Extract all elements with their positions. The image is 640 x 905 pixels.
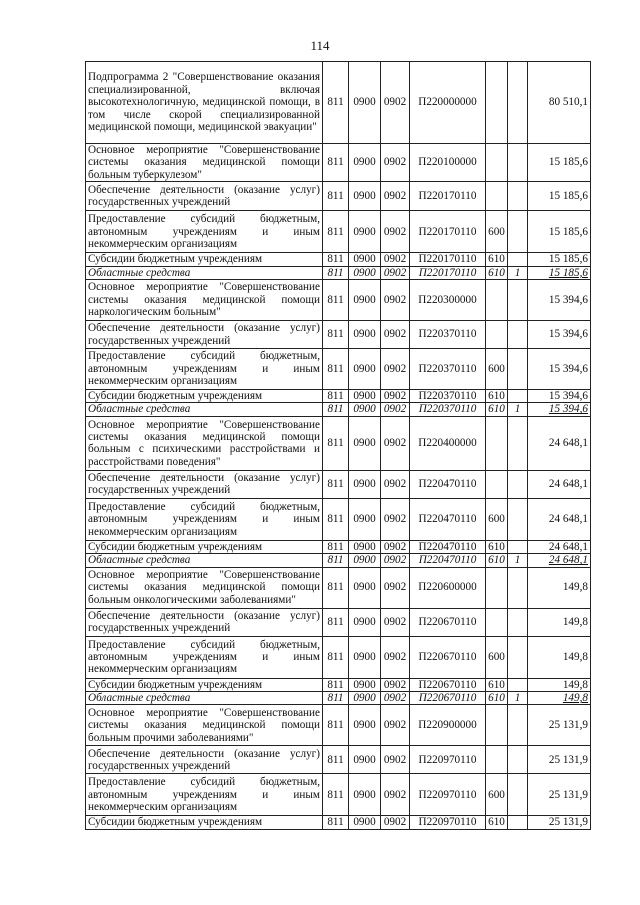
section-code-cell: 0900 — [349, 498, 381, 540]
grbs-code-cell: 811 — [323, 678, 349, 691]
grbs-code-cell: 811 — [323, 266, 349, 279]
amount-cell: 15 394,6 — [528, 349, 591, 390]
table-row — [86, 211, 591, 253]
grbs-code-cell: 811 — [323, 705, 349, 746]
grbs-code-cell: 811 — [323, 692, 349, 705]
section-code-cell: 0900 — [349, 182, 381, 211]
expense-type-cell — [486, 470, 508, 498]
table-row — [86, 540, 591, 553]
funding-source-cell — [508, 498, 528, 540]
expense-type-cell: 610 — [486, 554, 508, 567]
section-code-cell: 0900 — [349, 211, 381, 253]
amount-cell: 15 185,6 — [528, 182, 591, 211]
row-name-cell: Областные средства — [86, 403, 323, 416]
subsection-code-cell: 0902 — [381, 144, 410, 182]
table-row — [86, 567, 591, 608]
table-row — [86, 321, 591, 349]
funding-source-cell: 1 — [508, 266, 528, 279]
grbs-code-cell: 811 — [323, 540, 349, 553]
section-code-cell: 0900 — [349, 816, 381, 829]
row-name-cell: Областные средства — [86, 554, 323, 567]
amount-cell: 149,8 — [528, 608, 591, 636]
section-code-cell: 0900 — [349, 540, 381, 553]
section-code-cell: 0900 — [349, 692, 381, 705]
subsection-code-cell: 0902 — [381, 403, 410, 416]
subsection-code-cell: 0902 — [381, 746, 410, 774]
grbs-code-cell: 811 — [323, 470, 349, 498]
section-code-cell: 0900 — [349, 62, 381, 144]
grbs-code-cell: 811 — [323, 636, 349, 678]
funding-source-cell — [508, 816, 528, 829]
target-article-cell: П220970110 — [410, 816, 486, 829]
target-article-cell: П220370110 — [410, 390, 486, 403]
row-name-cell: Основное мероприятие "Совершенствование системы оказания медицинской помощи больным онкологическими заболеваниями" — [86, 567, 323, 608]
grbs-code-cell: 811 — [323, 498, 349, 540]
target-article-cell: П220470110 — [410, 540, 486, 553]
section-code-cell: 0900 — [349, 470, 381, 498]
funding-source-cell — [508, 144, 528, 182]
subsection-code-cell: 0902 — [381, 416, 410, 470]
funding-source-cell — [508, 540, 528, 553]
grbs-code-cell: 811 — [323, 62, 349, 144]
amount-cell: 15 185,6 — [528, 144, 591, 182]
target-article-cell: П220970110 — [410, 746, 486, 774]
grbs-code-cell: 811 — [323, 416, 349, 470]
expense-type-cell: 600 — [486, 636, 508, 678]
funding-source-cell — [508, 678, 528, 691]
target-article-cell: П220370110 — [410, 321, 486, 349]
expense-type-cell — [486, 62, 508, 144]
row-name-cell: Обеспечение деятельности (оказание услуг) государственных учреждений — [86, 746, 323, 774]
target-article-cell: П220600000 — [410, 567, 486, 608]
grbs-code-cell: 811 — [323, 349, 349, 390]
expense-type-cell: 600 — [486, 349, 508, 390]
amount-cell: 149,8 — [528, 678, 591, 691]
grbs-code-cell: 811 — [323, 182, 349, 211]
row-name-cell: Субсидии бюджетным учреждениям — [86, 390, 323, 403]
amount-cell: 25 131,9 — [528, 705, 591, 746]
section-code-cell: 0900 — [349, 636, 381, 678]
section-code-cell: 0900 — [349, 349, 381, 390]
table-row — [86, 62, 591, 144]
funding-source-cell — [508, 321, 528, 349]
section-code-cell: 0900 — [349, 554, 381, 567]
subsection-code-cell: 0902 — [381, 349, 410, 390]
row-name-cell: Основное мероприятие "Совершенствование системы оказания медицинской помощи наркологическим больным" — [86, 280, 323, 321]
row-name-cell: Обеспечение деятельности (оказание услуг) государственных учреждений — [86, 182, 323, 211]
funding-source-cell — [508, 211, 528, 253]
section-code-cell: 0900 — [349, 416, 381, 470]
section-code-cell: 0900 — [349, 705, 381, 746]
grbs-code-cell: 811 — [323, 321, 349, 349]
section-code-cell: 0900 — [349, 144, 381, 182]
row-name-cell: Обеспечение деятельности (оказание услуг) государственных учреждений — [86, 321, 323, 349]
table-row — [86, 705, 591, 746]
funding-source-cell — [508, 608, 528, 636]
expense-type-cell: 610 — [486, 692, 508, 705]
table-row — [86, 498, 591, 540]
section-code-cell: 0900 — [349, 403, 381, 416]
row-name-cell: Предоставление субсидий бюджетным, автономным учреждениям и иным некоммерческим организациям — [86, 636, 323, 678]
page-number: 114 — [310, 38, 330, 53]
expense-type-cell — [486, 144, 508, 182]
grbs-code-cell: 811 — [323, 746, 349, 774]
target-article-cell: П220370110 — [410, 403, 486, 416]
grbs-code-cell: 811 — [323, 816, 349, 829]
amount-cell: 15 185,6 — [528, 211, 591, 253]
funding-source-cell — [508, 280, 528, 321]
subsection-code-cell: 0902 — [381, 678, 410, 691]
target-article-cell: П220470110 — [410, 554, 486, 567]
section-code-cell: 0900 — [349, 390, 381, 403]
row-name-cell: Предоставление субсидий бюджетным, автономным учреждениям и иным некоммерческим организациям — [86, 498, 323, 540]
subsection-code-cell: 0902 — [381, 692, 410, 705]
grbs-code-cell: 811 — [323, 567, 349, 608]
funding-source-cell — [508, 182, 528, 211]
subsection-code-cell: 0902 — [381, 608, 410, 636]
subsection-code-cell: 0902 — [381, 816, 410, 829]
section-code-cell: 0900 — [349, 567, 381, 608]
funding-source-cell — [508, 774, 528, 816]
table-row — [86, 816, 591, 829]
table-row — [86, 678, 591, 691]
section-code-cell: 0900 — [349, 280, 381, 321]
expense-type-cell: 610 — [486, 540, 508, 553]
funding-source-cell — [508, 470, 528, 498]
amount-cell: 24 648,1 — [528, 416, 591, 470]
target-article-cell: П220670110 — [410, 608, 486, 636]
target-article-cell: П220670110 — [410, 636, 486, 678]
grbs-code-cell: 811 — [323, 403, 349, 416]
amount-cell: 15 185,6 — [528, 253, 591, 266]
target-article-cell: П220970110 — [410, 774, 486, 816]
grbs-code-cell: 811 — [323, 608, 349, 636]
section-code-cell: 0900 — [349, 774, 381, 816]
subsection-code-cell: 0902 — [381, 321, 410, 349]
table-row — [86, 416, 591, 470]
grbs-code-cell: 811 — [323, 211, 349, 253]
section-code-cell: 0900 — [349, 608, 381, 636]
budget-table-body — [86, 62, 591, 830]
funding-source-cell: 1 — [508, 554, 528, 567]
amount-cell: 149,8 — [528, 692, 591, 705]
section-code-cell: 0900 — [349, 253, 381, 266]
subsection-code-cell: 0902 — [381, 182, 410, 211]
table-row — [86, 470, 591, 498]
table-row — [86, 349, 591, 390]
grbs-code-cell: 811 — [323, 280, 349, 321]
grbs-code-cell: 811 — [323, 253, 349, 266]
funding-source-cell — [508, 636, 528, 678]
subsection-code-cell: 0902 — [381, 498, 410, 540]
subsection-code-cell: 0902 — [381, 280, 410, 321]
row-name-cell: Областные средства — [86, 692, 323, 705]
expense-type-cell: 610 — [486, 816, 508, 829]
target-article-cell: П220470110 — [410, 470, 486, 498]
funding-source-cell — [508, 746, 528, 774]
target-article-cell: П220100000 — [410, 144, 486, 182]
funding-source-cell — [508, 705, 528, 746]
amount-cell: 15 394,6 — [528, 403, 591, 416]
table-row — [86, 774, 591, 816]
target-article-cell: П220470110 — [410, 498, 486, 540]
target-article-cell: П220170110 — [410, 266, 486, 279]
row-name-cell: Предоставление субсидий бюджетным, автономным учреждениям и иным некоммерческим организациям — [86, 211, 323, 253]
funding-source-cell — [508, 390, 528, 403]
expense-type-cell: 600 — [486, 498, 508, 540]
section-code-cell: 0900 — [349, 321, 381, 349]
funding-source-cell — [508, 62, 528, 144]
subsection-code-cell: 0902 — [381, 774, 410, 816]
amount-cell: 25 131,9 — [528, 816, 591, 829]
subsection-code-cell: 0902 — [381, 705, 410, 746]
row-name-cell: Предоставление субсидий бюджетным, автономным учреждениям и иным некоммерческим организациям — [86, 349, 323, 390]
expense-type-cell: 600 — [486, 774, 508, 816]
target-article-cell: П220670110 — [410, 678, 486, 691]
row-name-cell: Обеспечение деятельности (оказание услуг) государственных учреждений — [86, 470, 323, 498]
table-row — [86, 280, 591, 321]
grbs-code-cell: 811 — [323, 390, 349, 403]
subsection-code-cell: 0902 — [381, 470, 410, 498]
amount-cell: 149,8 — [528, 567, 591, 608]
expense-type-cell: 610 — [486, 678, 508, 691]
expense-type-cell — [486, 280, 508, 321]
row-name-cell: Субсидии бюджетным учреждениям — [86, 816, 323, 829]
row-name-cell: Основное мероприятие "Совершенствование системы оказания медицинской помощи больным туберкулезом" — [86, 144, 323, 182]
amount-cell: 15 394,6 — [528, 321, 591, 349]
amount-cell: 24 648,1 — [528, 554, 591, 567]
table-row — [86, 144, 591, 182]
amount-cell: 25 131,9 — [528, 774, 591, 816]
table-row — [86, 746, 591, 774]
row-name-cell: Предоставление субсидий бюджетным, автономным учреждениям и иным некоммерческим организациям — [86, 774, 323, 816]
subsection-code-cell: 0902 — [381, 554, 410, 567]
subsection-code-cell: 0902 — [381, 636, 410, 678]
amount-cell: 15 394,6 — [528, 280, 591, 321]
row-name-cell: Субсидии бюджетным учреждениям — [86, 678, 323, 691]
expense-type-cell: 600 — [486, 211, 508, 253]
subsection-code-cell: 0902 — [381, 253, 410, 266]
amount-cell: 24 648,1 — [528, 498, 591, 540]
funding-source-cell — [508, 416, 528, 470]
row-name-cell: Субсидии бюджетным учреждениям — [86, 253, 323, 266]
funding-source-cell — [508, 253, 528, 266]
row-name-cell: Основное мероприятие "Совершенствование системы оказания медицинской помощи больным с психическими расстройствами и расстройствами поведения" — [86, 416, 323, 470]
expense-type-cell: 610 — [486, 253, 508, 266]
row-name-cell: Обеспечение деятельности (оказание услуг) государственных учреждений — [86, 608, 323, 636]
funding-source-cell — [508, 349, 528, 390]
expense-type-cell — [486, 567, 508, 608]
subsection-code-cell: 0902 — [381, 390, 410, 403]
amount-cell: 15 185,6 — [528, 266, 591, 279]
subsection-code-cell: 0902 — [381, 266, 410, 279]
expense-type-cell — [486, 746, 508, 774]
target-article-cell: П220400000 — [410, 416, 486, 470]
grbs-code-cell: 811 — [323, 774, 349, 816]
target-article-cell: П220170110 — [410, 211, 486, 253]
expense-type-cell — [486, 416, 508, 470]
expense-type-cell — [486, 321, 508, 349]
section-code-cell: 0900 — [349, 678, 381, 691]
subsection-code-cell: 0902 — [381, 62, 410, 144]
budget-table — [85, 61, 591, 830]
funding-source-cell: 1 — [508, 692, 528, 705]
table-row — [86, 266, 591, 279]
amount-cell: 24 648,1 — [528, 470, 591, 498]
target-article-cell: П220000000 — [410, 62, 486, 144]
target-article-cell: П220370110 — [410, 349, 486, 390]
amount-cell: 149,8 — [528, 636, 591, 678]
row-name-cell: Подпрограмма 2 "Совершенствование оказания специализированной, включая высокотехнологичную, медицинской помощи, в том числе скорой специализированной медицинской помощи, медицинской эвакуации" — [86, 62, 323, 144]
section-code-cell: 0900 — [349, 266, 381, 279]
subsection-code-cell: 0902 — [381, 211, 410, 253]
expense-type-cell — [486, 705, 508, 746]
target-article-cell: П220170110 — [410, 253, 486, 266]
table-row — [86, 253, 591, 266]
amount-cell: 25 131,9 — [528, 746, 591, 774]
subsection-code-cell: 0902 — [381, 567, 410, 608]
amount-cell: 24 648,1 — [528, 540, 591, 553]
section-code-cell: 0900 — [349, 746, 381, 774]
expense-type-cell: 610 — [486, 403, 508, 416]
amount-cell: 80 510,1 — [528, 62, 591, 144]
target-article-cell: П220900000 — [410, 705, 486, 746]
table-row — [86, 692, 591, 705]
row-name-cell: Основное мероприятие "Совершенствование системы оказания медицинской помощи больным прочими заболеваниями" — [86, 705, 323, 746]
row-name-cell: Субсидии бюджетным учреждениям — [86, 540, 323, 553]
table-row — [86, 608, 591, 636]
grbs-code-cell: 811 — [323, 144, 349, 182]
expense-type-cell — [486, 182, 508, 211]
target-article-cell: П220170110 — [410, 182, 486, 211]
table-row — [86, 403, 591, 416]
expense-type-cell: 610 — [486, 390, 508, 403]
funding-source-cell — [508, 567, 528, 608]
target-article-cell: П220670110 — [410, 692, 486, 705]
expense-type-cell — [486, 608, 508, 636]
table-row — [86, 636, 591, 678]
target-article-cell: П220300000 — [410, 280, 486, 321]
table-row — [86, 390, 591, 403]
table-row — [86, 554, 591, 567]
grbs-code-cell: 811 — [323, 554, 349, 567]
subsection-code-cell: 0902 — [381, 540, 410, 553]
funding-source-cell: 1 — [508, 403, 528, 416]
row-name-cell: Областные средства — [86, 266, 323, 279]
amount-cell: 15 394,6 — [528, 390, 591, 403]
expense-type-cell: 610 — [486, 266, 508, 279]
table-row — [86, 182, 591, 211]
